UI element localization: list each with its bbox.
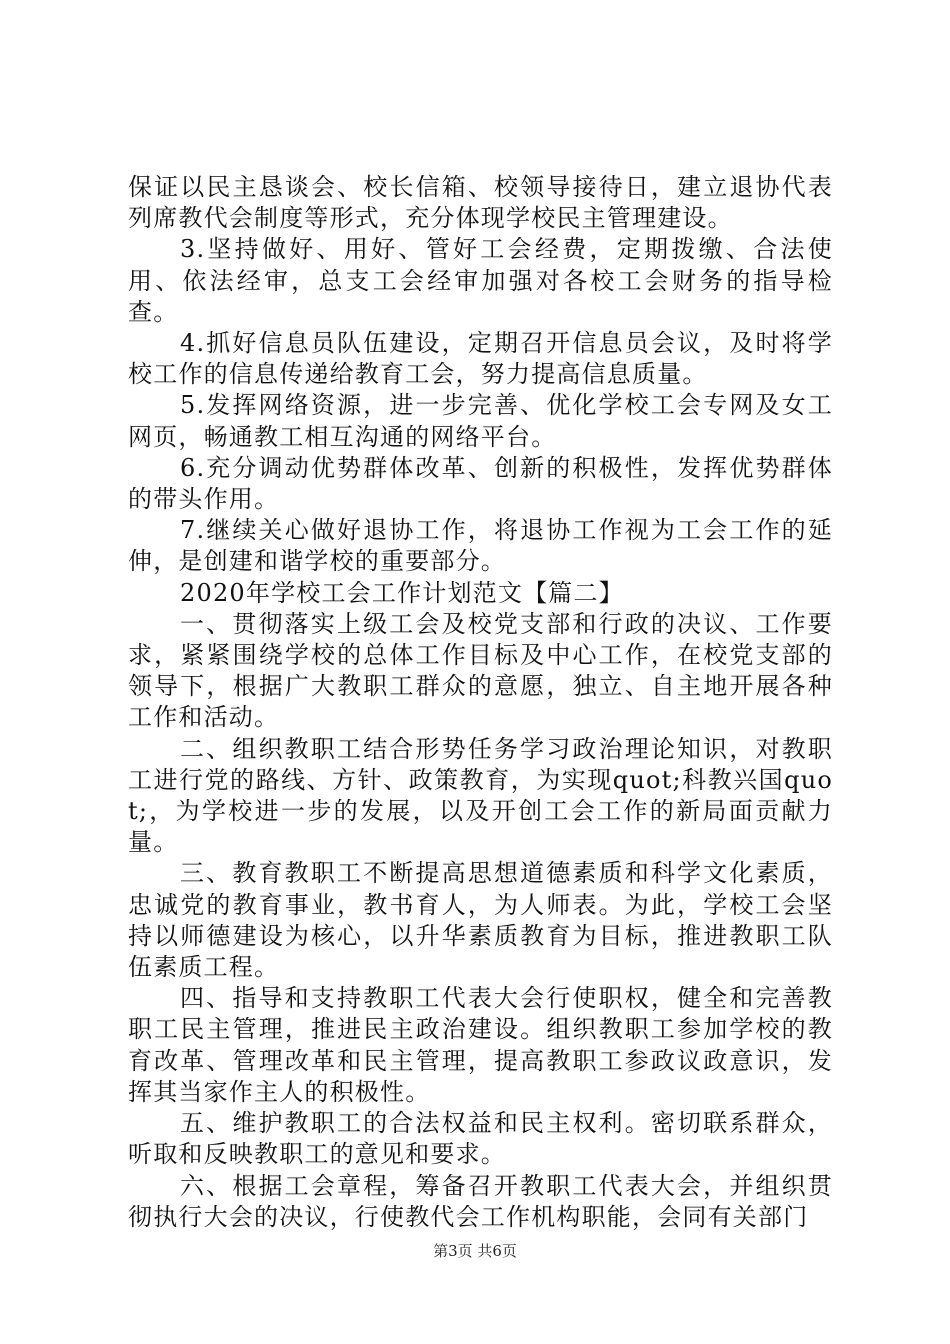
paragraph: 三、教育教职工不断提高思想道德素质和科学文化素质，忠诚党的教育事业，教书育人，为人师表。为此，学校工会坚持以师德建设为核心，以升华素质教育为目标，推进教职工队伍素质工程。 <box>128 859 833 982</box>
paragraph: 2020年学校工会工作计划范文【篇二】 <box>180 578 624 607</box>
document-body <box>128 172 833 1233</box>
paragraph: 7.继续关心做好退协工作，将退协工作视为工会工作的延伸，是创建和谐学校的重要部分。 <box>128 516 833 576</box>
paragraph: 6.充分调动优势群体改革、创新的积极性，发挥优势群体的带头作用。 <box>128 453 833 514</box>
paragraph: 二、组织教职工结合形势任务学习政治理论知识，对教职工进行党的路线、方针、政策教育，为实现quot;科教兴国quot;，为学校进一步的发展，以及开创工会工作的新局面贡献力量。 <box>128 734 833 857</box>
paragraph: 3.坚持做好、用好、管好工会经费，定期拨缴、合法使用、依法经审，总支工会经审加强对各校工会财务的指导检查。 <box>128 235 833 326</box>
paragraph: 5.发挥网络资源，进一步完善、优化学校工会专网及女工网页，畅通教工相互沟通的网络平台。 <box>128 391 833 451</box>
paragraph: 保证以民主恳谈会、校长信箱、校领导接待日，建立退协代表列席教代会制度等形式，充分体现学校民主管理建设。 <box>128 173 833 233</box>
paragraph: 六、根据工会章程，筹备召开教职工代表大会，并组织贯彻执行大会的决议，行使教代会工作机构职能，会同有关部门 <box>128 1171 833 1231</box>
paragraph: 四、指导和支持教职工代表大会行使职权，健全和完善教职工民主管理，推进民主政治建设。组织教职工参加学校的教育改革、管理改革和民主管理，提高教职工参政议政意识，发挥其当家作主人的积极性。 <box>128 984 833 1106</box>
paragraph: 4.抓好信息员队伍建设，定期召开信息员会议，及时将学校工作的信息传递给教育工会，努力提高信息质量。 <box>128 329 833 389</box>
page-footer: 第3页 共6页 <box>433 1242 517 1260</box>
paragraph: 五、维护教职工的合法权益和民主权利。密切联系群众，听取和反映教职工的意见和要求。 <box>128 1109 833 1169</box>
paragraph: 一、贯彻落实上级工会及校党支部和行政的决议、工作要求，紧紧围绕学校的总体工作目标及中心工作，在校党支部的领导下，根据广大教职工群众的意愿，独立、自主地开展各种工作和活动。 <box>128 609 833 732</box>
